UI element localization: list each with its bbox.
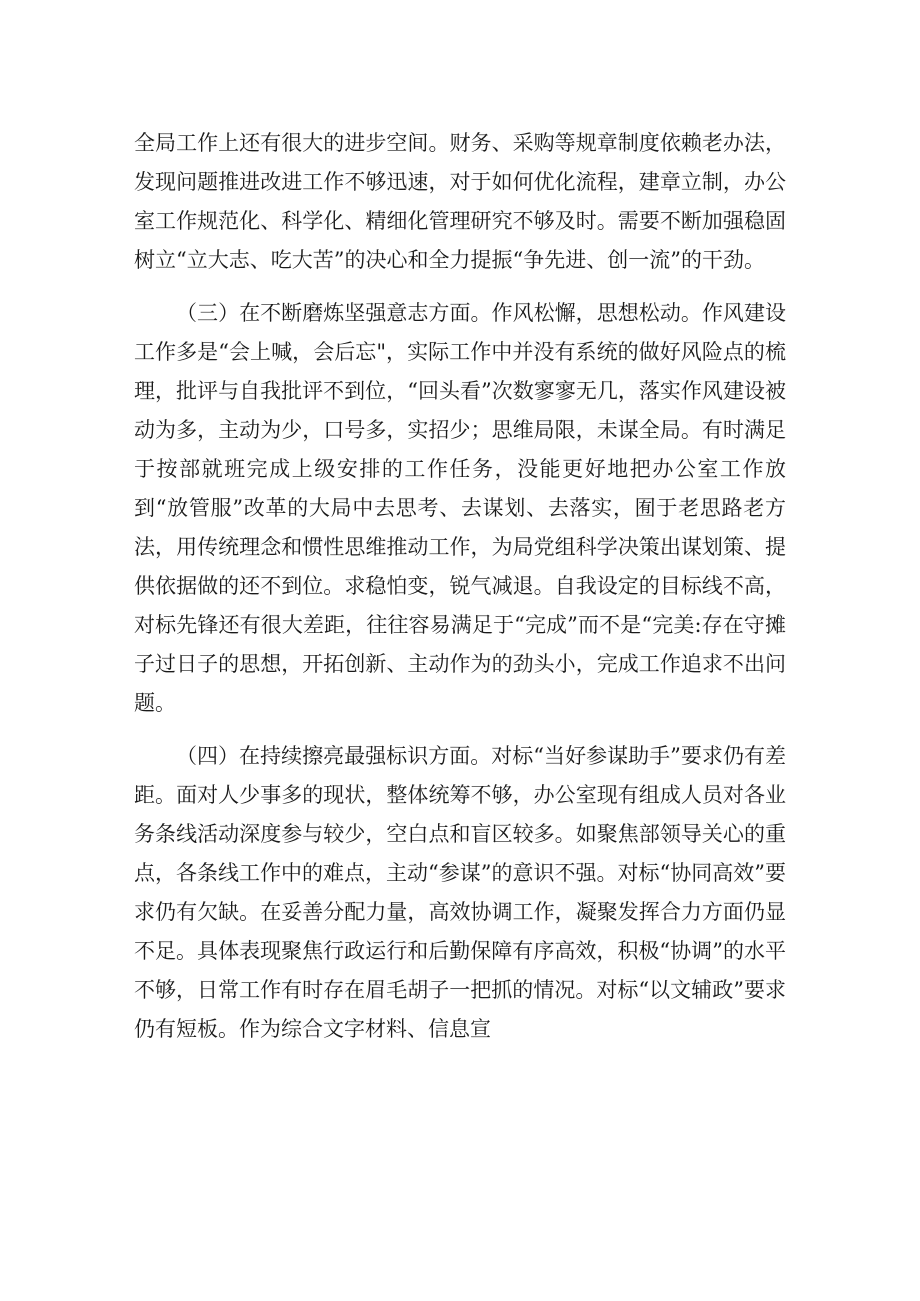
paragraph-continuation: 全局工作上还有很大的进步空间。财务、采购等规章制度依赖老办法，发现问题推进改进工作不够迅速，对于如何优化流程，建章立制，办公室工作规范化、科学化、精细化管理研究不够及时。需要不断加强稳固树立“立大志、吃大苦”的决心和全力提振“争先进、创一流”的干劲。	[134, 131, 786, 272]
paragraph-section-four: （四）在持续擦亮最强标识方面。对标“当好参谋助手”要求仍有差距。面对人少事多的现状，整体统筹不够，办公室现有组成人员对各业务条线活动深度参与较少，空白点和盲区较多。如聚焦部领导关心的重点，各条线工作中的难点，主动“参谋”的意识不强。对标“协同高效”要求仍有欠缺。在妥善分配力量，高效协调工作，凝聚发挥合力方面仍显不足。具体表现聚焦行政运行和后勤保障有序高效，积极“协调”的水平不够，日常工作有时存在眉毛胡子一把抓的情况。对标“以文辅政”要求仍有短板。作为综合文字材料、信息宣	[134, 744, 786, 1041]
document-body	[134, 124, 786, 1063]
paragraph-section-three: （三）在不断磨炼坚强意志方面。作风松懈，思想松动。作风建设工作多是“会上喊，会后忘"，实际工作中并没有系统的做好风险点的梳理，批评与自我批评不到位，“回头看”次数寥寥无几，落实作风建设被动为多，主动为少，口号多，实招少；思维局限，未谋全局。有时满足于按部就班完成上级安排的工作任务，没能更好地把办公室工作放到“放管服”改革的大局中去思考、去谋划、去落实，囿于老思路老方法，用传统理念和惯性思维推动工作，为局党组科学决策出谋划策、提供依据做的还不到位。求稳怕变，锐气减退。自我设定的目标线不高，对标先锋还有很大差距，往往容易满足于“完成”而不是“完美:存在守摊子过日子的思想，开拓创新、主动作为的劲头小，完成工作追求不出问题。	[134, 301, 786, 715]
